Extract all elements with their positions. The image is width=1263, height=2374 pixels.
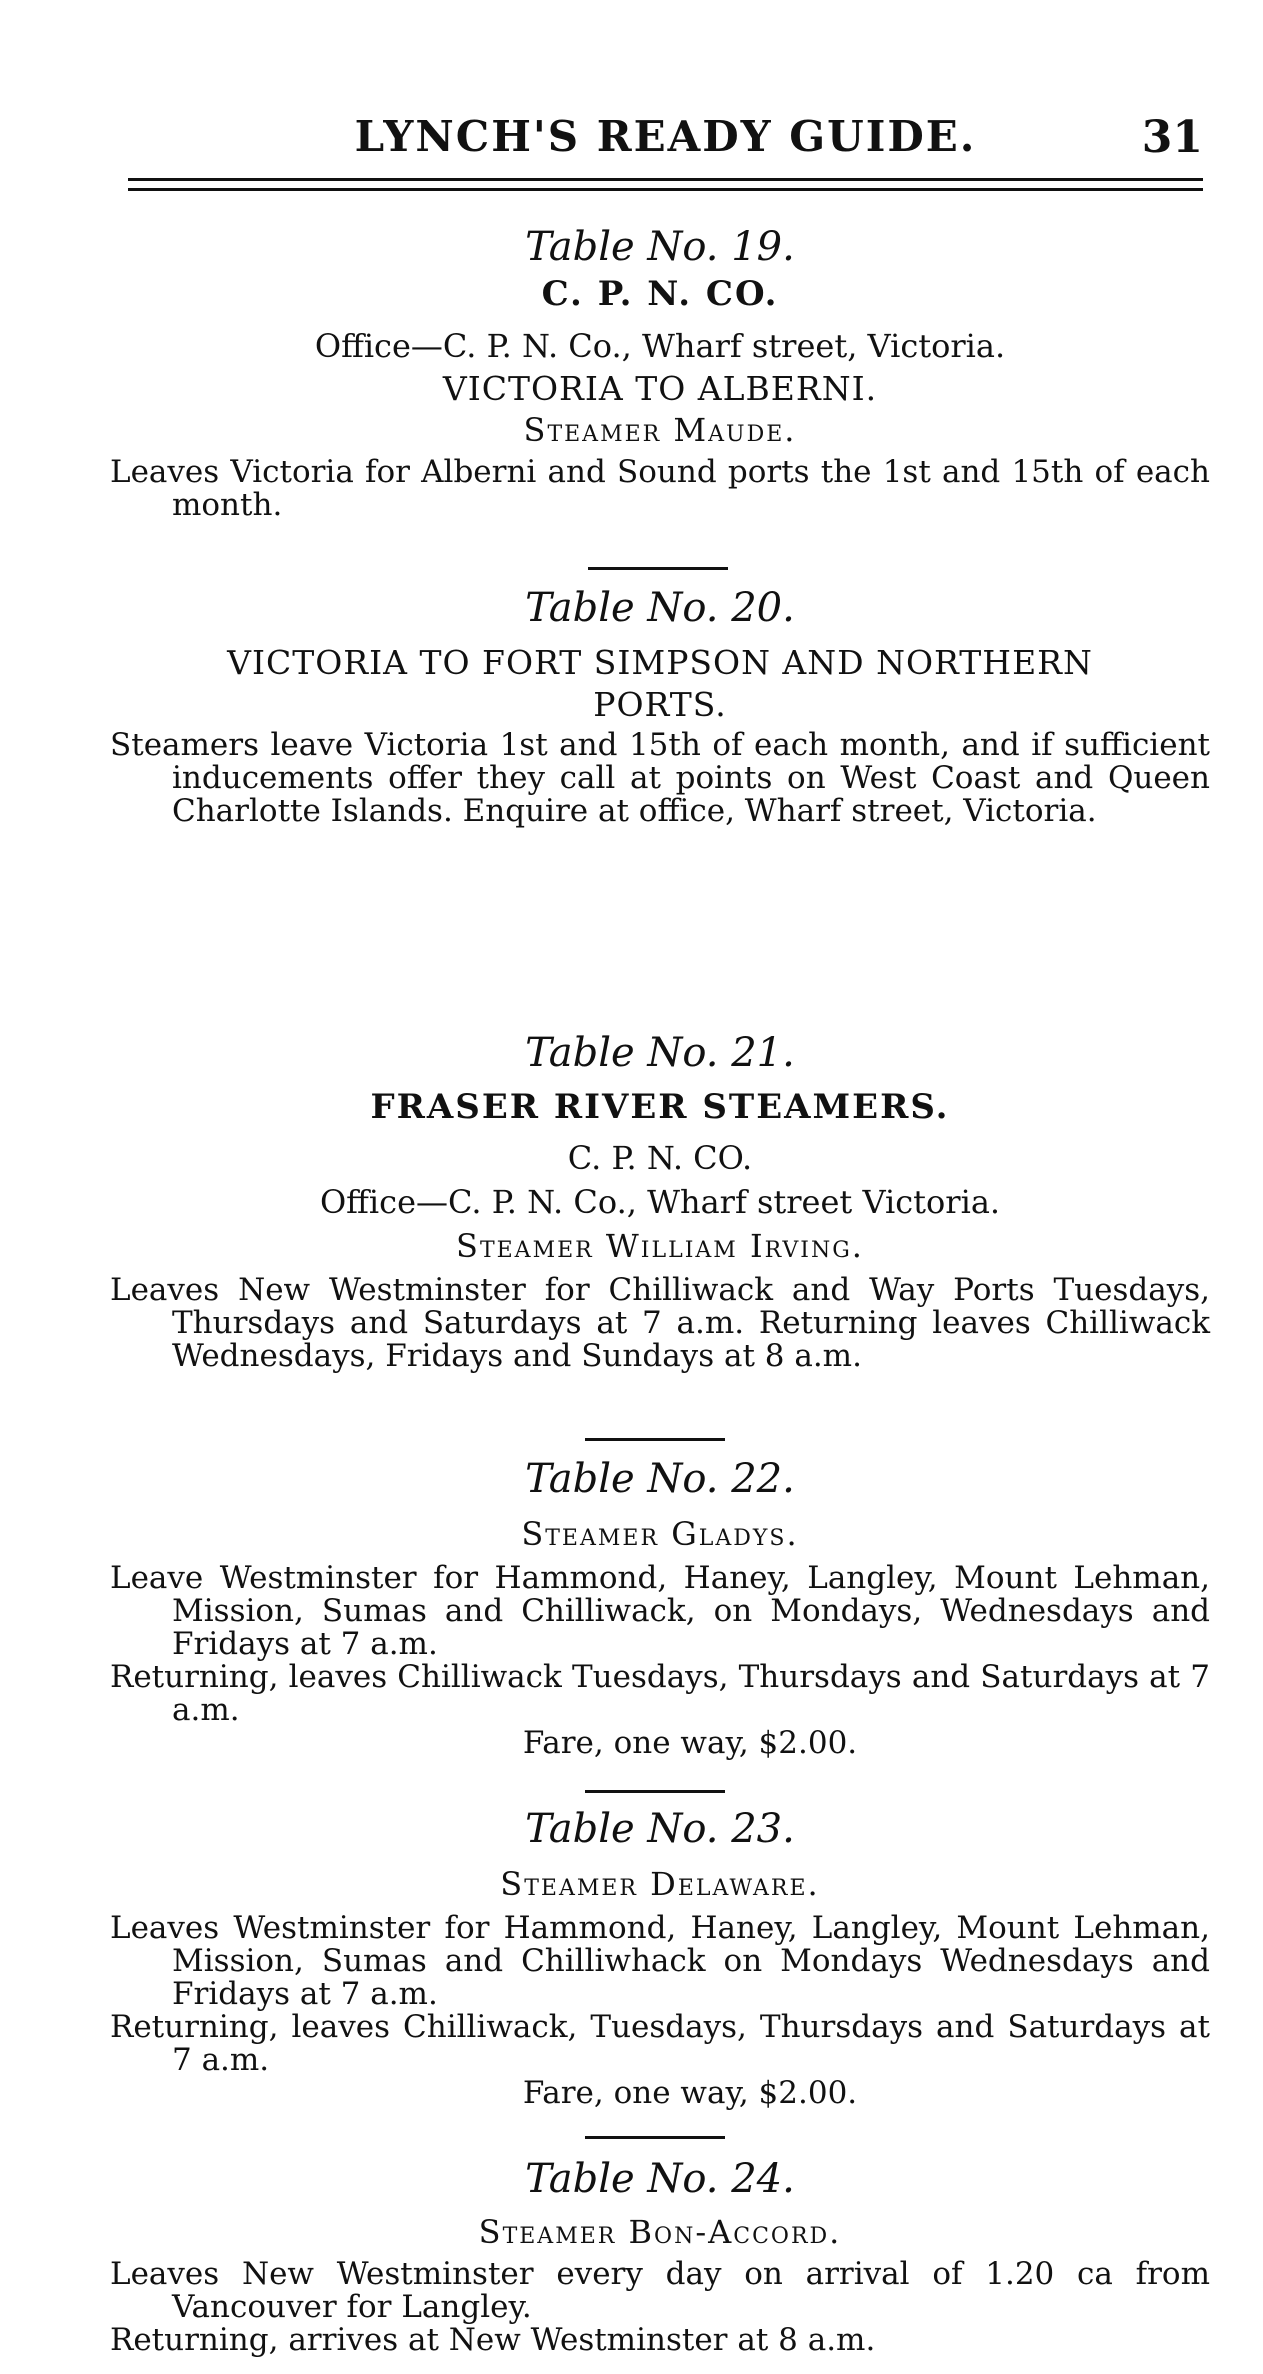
- steamer-name: Steamer Maude.: [523, 411, 797, 449]
- page-number: 31: [1141, 112, 1203, 163]
- table-title: Table No. 23.: [525, 1806, 795, 1852]
- outbound-schedule: Leaves Westminster for Hammond, Haney, Langley, Mount Lehman, Mission, Sumas and Chilliwhack on Mondays Wednesdays and Fridays at 7 a.m.: [110, 1910, 1210, 2012]
- office-address: Office—C. P. N. Co., Wharf street Victoria.: [319, 1183, 1001, 1221]
- fare-text: Fare, one way, $2.00.: [522, 2075, 858, 2111]
- table-21-section: [110, 1028, 1210, 1373]
- section-heading: FRASER RIVER STEAMERS.: [370, 1087, 950, 1127]
- table-22-section: [110, 1454, 1210, 1760]
- route-heading-line-2: PORTS.: [593, 685, 727, 724]
- separator-rule: [585, 2136, 725, 2139]
- office-address: Office—C. P. N. Co., Wharf street, Victoria.: [314, 327, 1006, 365]
- table-title: Table No. 24.: [525, 2156, 795, 2202]
- outbound-schedule: Leave Westminster for Hammond, Haney, Langley, Mount Lehman, Mission, Sumas and Chilliwack, on Mondays, Wednesdays and Fridays at 7 a.m.: [110, 1560, 1210, 1662]
- table-title: Table No. 22.: [525, 1456, 795, 1502]
- running-head: [128, 112, 1203, 172]
- outbound-schedule: Leaves New Westminster every day on arrival of 1.20 ca from Vancouver for Langley.: [110, 2256, 1210, 2325]
- table-20-section: [110, 583, 1210, 828]
- table-23-section: [110, 1804, 1210, 2110]
- running-title: LYNCH'S READY GUIDE.: [354, 112, 977, 161]
- route-heading-line-1: VICTORIA TO FORT SIMPSON AND NORTHERN: [227, 643, 1093, 682]
- fare-text: Fare, one way, $2.00.: [522, 1725, 858, 1761]
- separator-rule: [585, 1790, 725, 1793]
- table-title: Table No. 19.: [525, 224, 795, 270]
- table-title: Table No. 20.: [525, 585, 795, 631]
- table-title: Table No. 21.: [525, 1030, 795, 1076]
- route-heading: VICTORIA TO ALBERNI.: [442, 369, 878, 408]
- return-schedule: Returning, leaves Chilliwack Tuesdays, Thursdays and Saturdays at 7 a.m.: [110, 1659, 1210, 1728]
- separator-rule: [588, 567, 728, 570]
- table-19-section: [110, 222, 1210, 522]
- steamer-name: Steamer Gladys.: [521, 1515, 799, 1553]
- steamer-name: Steamer William Irving.: [456, 1227, 864, 1265]
- header-rule-bottom: [128, 188, 1203, 191]
- return-schedule: Returning, leaves Chilliwack, Tuesdays, Thursdays and Saturdays at 7 a.m.: [110, 2009, 1210, 2078]
- schedule-text: Leaves Victoria for Alberni and Sound ports the 1st and 15th of each month.: [110, 454, 1210, 523]
- steamer-name: Steamer Delaware.: [500, 1865, 820, 1903]
- header-rule-top: [128, 178, 1203, 181]
- company-name: C. P. N. CO.: [541, 274, 779, 314]
- table-24-section: [110, 2154, 1210, 2357]
- return-schedule: Returning, arrives at New Westminster at 8 a.m.: [110, 2322, 876, 2358]
- schedule-text: Steamers leave Victoria 1st and 15th of each month, and if sufficient inducements offer they call at points on West Coast and Queen Charlotte Islands. Enquire at office, Wharf street, Victoria.: [110, 727, 1210, 829]
- schedule-text: Leaves New Westminster for Chilliwack and Way Ports Tuesdays, Thursdays and Saturdays at 7 a.m. Returning leaves Chilliwack Wednesdays, Fridays and Sundays at 8 a.m.: [110, 1272, 1210, 1374]
- separator-rule: [585, 1438, 725, 1441]
- company-name: C. P. N. CO.: [567, 1139, 753, 1177]
- steamer-name: Steamer Bon-Accord.: [478, 2213, 842, 2251]
